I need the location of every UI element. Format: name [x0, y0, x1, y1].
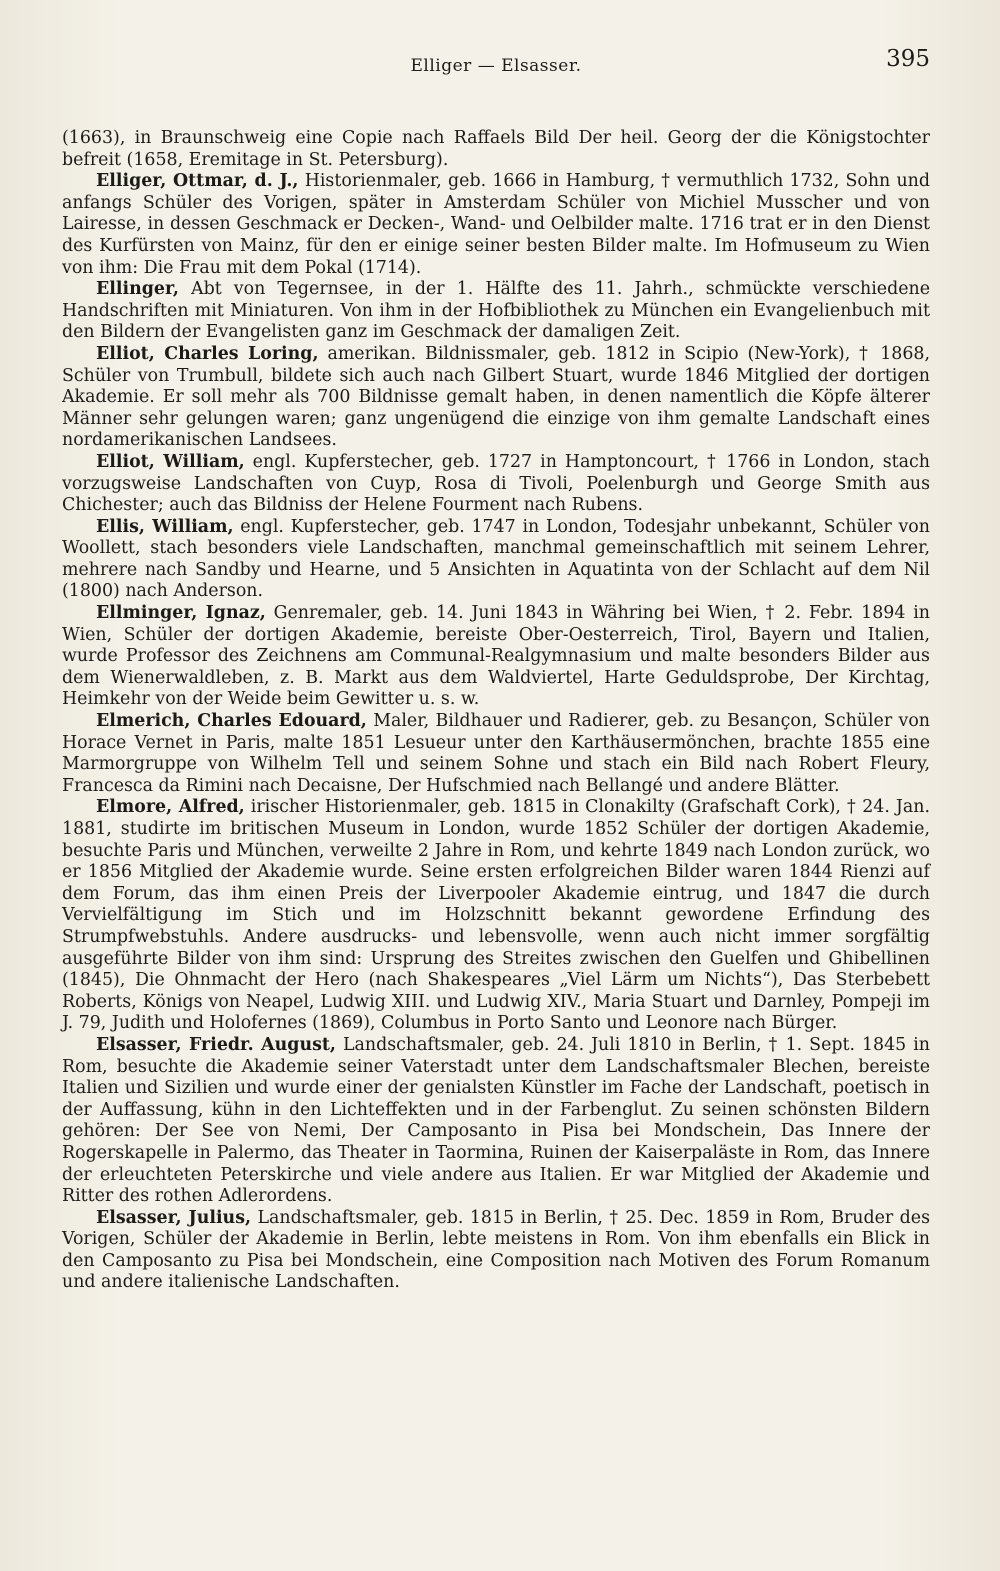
entry-name: Ellinger,: [96, 279, 179, 300]
entry-text: engl. Kupferstecher, geb. 1727 in Hamptoncourt, † 1766 in London, stach vorzugsweise Landschaften von Cuyp, Rosa di Tivoli, Poelenburgh und George Smith aus Chichester; auch das Bildniss der Helene Fourment nach Rubens.: [62, 451, 930, 516]
entry-name: Elmerich, Charles Edouard,: [96, 711, 367, 732]
entry-text: Abt von Tegernsee, in der 1. Hälfte des 11. Jahrh., schmückte verschiedene Handschriften mit Miniaturen. Von ihm in der Hofbibliothek zu München ein Evangelienbuch mit den Bildern der Evangelisten ganz im Geschmack der damaligen Zeit.: [62, 279, 930, 343]
entry-text: Genremaler, geb. 14. Juni 1843 in Währing bei Wien, † 2. Febr. 1894 in Wien, Schüler der dortigen Akademie, bereiste Ober-Oesterreich, Tirol, Bayern und Italien, wurde Professor des Zeichnens am Communal-Realgymnasium und malte besonders Bilder aus dem Wienerwaldleben, z. B. Markt aus dem Waldviertel, Harte Geduldsprobe, Der Kirchtag, Heimkehr von der Weide beim Gewitter u. s. w.: [62, 603, 930, 710]
entry-name: Elliot, William,: [96, 451, 245, 472]
entry-text: engl. Kupferstecher, geb. 1747 in London, Todesjahr unbekannt, Schüler von Woollett, stach besonders viele Landschaften, manchmal gemeinschaftlich mit seinem Lehrer, mehrere nach Sandby und Hearne, und 5 Ansichten in Aquatinta von der Schlacht auf dem Nil (1800) nach Anderson.: [62, 516, 930, 602]
page-header: [62, 40, 930, 88]
entry-name: Elsasser, Julius,: [96, 1207, 252, 1228]
dictionary-entry-elliger: [62, 171, 930, 279]
running-title: Elliger — Elsasser.: [410, 56, 582, 76]
entry-text: Landschaftsmaler, geb. 24. Juli 1810 in Berlin, † 1. Sept. 1845 in Rom, besuchte die Akademie seiner Vaterstadt unter dem Landschaftsmaler Blechen, bereiste Italien und Sizilien und wurde einer der genialsten Künstler im Fache der Landschaft, poetisch in der Auffassung, kühn in den Lichteffekten und in der Farbenglut. Zu seinen schönsten Bildern gehören: Der See von Nemi, Der Camposanto in Pisa bei Mondschein, Das Innere der Rogerskapelle in Palermo, das Theater in Taormina, Ruinen der Kaiserpaläste in Rom, das Innere der erleuchteten Peterskirche und viele andere aus Italien. Er war Mitglied der Akademie und Ritter des rothen Adlerordens.: [62, 1034, 930, 1207]
entry-name: Elmore, Alfred,: [96, 797, 245, 818]
entry-name: Ellis, William,: [96, 516, 234, 537]
entry-name: Ellminger, Ignaz,: [96, 603, 266, 624]
dictionary-entry-elmerich: [62, 711, 930, 797]
entry-name: Elliger, Ottmar, d. J.,: [96, 171, 299, 192]
dictionary-entry-ellminger: [62, 603, 930, 711]
dictionary-entry-elliot-william: [62, 452, 930, 517]
entry-text: Historienmaler, geb. 1666 in Hamburg, † vermuthlich 1732, Sohn und anfangs Schüler des Vorigen, später in Amsterdam Schüler von Michiel Musscher und von Lairesse, in dessen Geschmack er Decken-, Wand- und Oelbilder malte. 1716 trat er in den Dienst des Kurfürsten von Mainz, für den er einige seiner besten Bilder malte. Im Hofmuseum zu Wien von ihm: Die Frau mit dem Pokal (1714).: [62, 171, 930, 278]
entry-text: Landschaftsmaler, geb. 1815 in Berlin, † 25. Dec. 1859 in Rom, Bruder des Vorigen, Schüler der Akademie in Berlin, lebte meistens in Rom. Von ihm ebenfalls ein Blick in den Camposanto zu Pisa bei Mondschein, eine Composition nach Motiven des Forum Romanum und andere italienische Landschaften.: [62, 1207, 931, 1293]
entry-name: Elsasser, Friedr. August,: [96, 1034, 336, 1055]
dictionary-entry-continuation: [62, 128, 930, 171]
dictionary-entry-elliot-charles: [62, 344, 930, 452]
dictionary-entry-elsasser-friedr: [62, 1035, 930, 1208]
dictionary-entry-ellinger: [62, 279, 930, 344]
dictionary-entry-ellis: [62, 517, 930, 603]
entry-text: irischer Historienmaler, geb. 1815 in Clonakilty (Grafschaft Cork), † 24. Jan. 1881, studirte im britischen Museum in London, wurde 1852 Schüler der dortigen Akademie, besuchte Paris und München, verweilte 2 Jahre in Rom, und kehrte 1849 nach London zurück, wo er 1856 Mitglied der Akademie wurde. Seine ersten erfolgreichen Bilder waren 1844 Rienzi auf dem Forum, das ihm einen Preis der Liverpooler Akademie eintrug, und 1847 die durch Vervielfältigung im Stich und im Holzschnitt bekannt gewordene Erfindung des Strumpfwebstuhls. Andere ausdrucks- und lebensvolle, wenn auch nicht immer sorgfältig ausgeführte Bilder von ihm sind: Ursprung des Streites zwischen den Guelfen und Ghibellinen (1845), Die Ohnmacht der Hero (nach Shakespeares „Viel Lärm um Nichts“), Das Sterbebett Roberts, Königs von Neapel, Ludwig XIII. und Ludwig XIV., Maria Stuart und Darnley, Pompeji im J. 79, Judith und Holofernes (1869), Columbus in Porto Santo und Leonore nach Bürger.: [62, 797, 930, 1034]
entries-body: [62, 128, 930, 1294]
page-number: 395: [886, 46, 930, 72]
entry-text: amerikan. Bildnissmaler, geb. 1812 in Scipio (New-York), † 1868, Schüler von Trumbull, bildete sich auch nach Gilbert Stuart, wurde 1846 Mitglied der dortigen Akademie. Er soll mehr als 700 Bildnisse gemalt haben, in denen namentlich die Köpfe älterer Männer sehr gelungen waren; ganz ungenügend die einzige von ihm gemalte Landschaft eines nordamerikanischen Landsees.: [62, 343, 930, 451]
dictionary-entry-elmore: [62, 797, 930, 1035]
entry-text: Maler, Bildhauer und Radierer, geb. zu Besançon, Schüler von Horace Vernet in Paris, malte 1851 Lesueur unter den Karthäusermönchen, brachte 1855 eine Marmorgruppe von Wilhelm Tell und seinem Sohne und stach ein Bild nach Robert Fleury, Francesca da Rimini nach Decaisne, Der Hufschmied nach Bellangé und andere Blätter.: [62, 711, 930, 796]
entry-name: Elliot, Charles Loring,: [96, 343, 319, 364]
dictionary-entry-elsasser-julius: [62, 1208, 930, 1294]
entry-text: (1663), in Braunschweig eine Copie nach Raffaels Bild Der heil. Georg der die Königstochter befreit (1658, Eremitage in St. Petersburg).: [62, 128, 930, 170]
